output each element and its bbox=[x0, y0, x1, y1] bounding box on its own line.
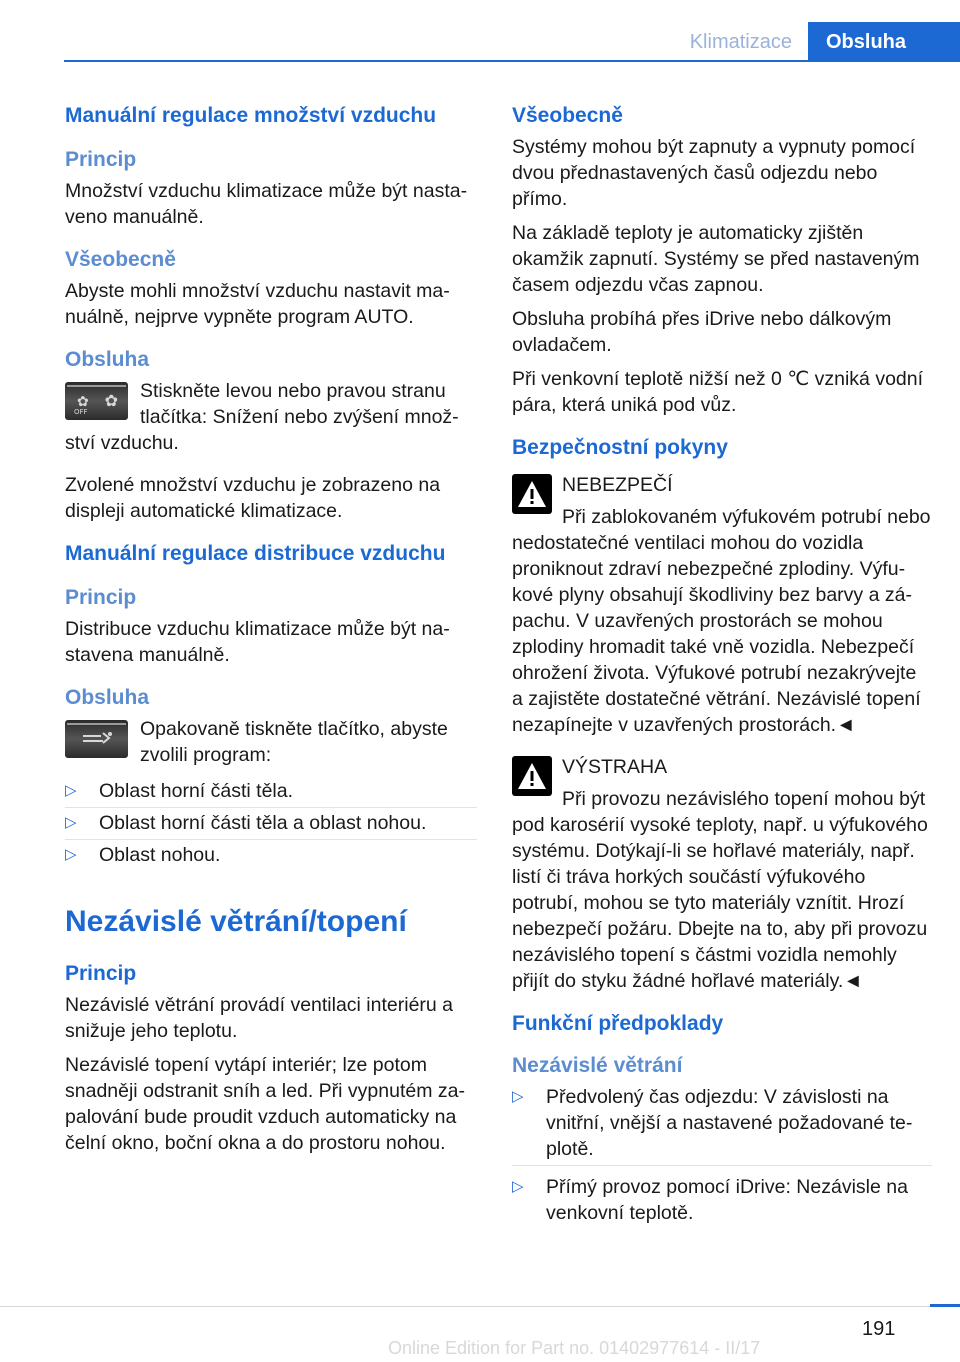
list-item: ▷ Oblast horní části těla a oblast nohou. bbox=[65, 810, 477, 836]
princip-2-text: Distribuce vzduchu klimatizace může být nastavena manuálně. bbox=[65, 618, 450, 666]
general-1-text: Abyste mohli množství vzduchu nastavit manuálně, nejprve vypněte program AUTO. bbox=[65, 280, 450, 328]
heading-general-2: Všeobecně bbox=[512, 104, 623, 127]
header-rule bbox=[64, 60, 960, 62]
heading-princip-2: Princip bbox=[65, 586, 137, 609]
header-tabs bbox=[674, 22, 960, 62]
princip-1-text: Množství vzduchu klimatizace může být nastaveno manuálně. bbox=[65, 180, 468, 228]
triangle-right-icon: ▷ bbox=[65, 846, 77, 863]
heading-op-1: Obsluha bbox=[65, 348, 150, 371]
triangle-right-icon: ▷ bbox=[65, 782, 77, 799]
heading-requirements: Funkční předpoklady bbox=[512, 1012, 724, 1035]
heading-princip-1: Princip bbox=[65, 148, 137, 171]
op-2-text: Opakovaně tiskněte tlačítko, abyste zvolili program: bbox=[140, 718, 448, 766]
warning-notice bbox=[512, 754, 932, 994]
general-p2: Na základě teploty je automaticky zjištěn okamžik zapnutí. Systémy se před nastaveným časem odjezdu včas zapnou. bbox=[512, 222, 920, 296]
left-column bbox=[65, 102, 477, 1164]
princip-3-text-2: Nezávislé topení vytápí interiér; lze potom snadněji odstranit sníh a led. Při vypnutém zapalování bude proudit vzduch automaticky na čelní okno, boční okna a do prostoru nohou. bbox=[65, 1054, 465, 1154]
footer-accent bbox=[930, 1304, 960, 1307]
danger-text: Při zablokovaném výfukovém potrubí nebo nedostatečné ventilaci mohou do vozidla proniknout zdraví nebezpečné zplodiny. Výfukové plyny obsahují škodliviny bez barvy a zápachu. V uzavřených prostorách se mohou zplodiny hromadit také vně vozidla. Nebezpečí ohrožení života. Výfukové potrubí nezakrývejte a zajistěte dostatečné větrání. Nezávislé topení nezapínejte v uzavřených prostorách.◄ bbox=[512, 506, 931, 736]
danger-label: NEBEZPEČÍ bbox=[562, 474, 673, 496]
list-item: ▷ Přímý provoz pomocí iDrive: Nezávisle na venkovní teplotě. bbox=[512, 1176, 908, 1224]
general-p4: Při venkovní teplotě nižší než 0 ℃ vzniká vodní pára, která uniká pod vůz. bbox=[512, 368, 924, 416]
heading-general-1: Všeobecně bbox=[65, 248, 176, 271]
triangle-right-icon: ▷ bbox=[65, 814, 77, 831]
heading-independent: Nezávislé větrání/topení bbox=[65, 905, 407, 938]
triangle-right-icon: ▷ bbox=[512, 1088, 524, 1105]
chapter-label: Obsluha bbox=[808, 22, 960, 62]
fan-speed-button-icon: ✿ OFF ✿ bbox=[65, 382, 128, 420]
general-p3: Obsluha probíhá přes iDrive nebo dálkovým ovladačem. bbox=[512, 308, 892, 356]
section-label: Klimatizace bbox=[689, 31, 792, 53]
heading-safety: Bezpečnostní pokyny bbox=[512, 436, 728, 459]
page-number: 191 bbox=[862, 1318, 896, 1340]
heading-air-amount: Manuální regulace množství vzduchu bbox=[65, 104, 437, 127]
op-1-note: Zvolené množství vzduchu je zobrazeno na displeji automatické klimatizace. bbox=[65, 474, 441, 522]
heading-princip-3: Princip bbox=[65, 962, 137, 985]
heading-ventilation: Nezávislé větrání bbox=[512, 1054, 683, 1077]
op-2-block bbox=[65, 716, 477, 768]
op-1-block bbox=[65, 378, 477, 456]
list-item: ▷ Oblast horní části těla. bbox=[65, 778, 477, 804]
list-item: ▷ Předvolený čas odjezdu: V závislosti na vnitřní, vnější a nastavené požadované teplotě. bbox=[512, 1084, 932, 1162]
general-p1: Systémy mohou být zapnuty a vypnuty pomocí dvou přednastavených časů odjezdu nebo přímo. bbox=[512, 136, 916, 210]
danger-notice bbox=[512, 472, 932, 738]
program-list bbox=[65, 778, 477, 868]
heading-distribution: Manuální regulace distribuce vzduchu bbox=[65, 542, 446, 565]
air-distribution-button-icon bbox=[65, 720, 128, 758]
edition-label: Online Edition for Part no. 01402977614 - II/17 bbox=[388, 1338, 761, 1358]
warning-triangle-icon bbox=[512, 474, 552, 514]
list-item: ▷ Oblast nohou. bbox=[65, 844, 221, 866]
triangle-right-icon: ▷ bbox=[512, 1178, 524, 1195]
warning-text: Při provozu nezávislého topení mohou být pod karosérií vysoké teploty, např. u výfukového systému. Dotýkají-li se hořlavé materiály, např. listí či tráva horkých součástí výfukového potrubí, mohou se tyto materiály vznítit. Hrozí nebezpečí požáru. Dbejte na to, aby při provozu nezávislého topení s částmi vozidla nemohly přijít do styku žádné hořlavé materiály.◄ bbox=[512, 788, 928, 992]
requirements-list bbox=[512, 1084, 932, 1226]
warning-triangle-icon bbox=[512, 756, 552, 796]
warning-label: VÝSTRAHA bbox=[562, 756, 668, 778]
princip-3-text-1: Nezávislé větrání provádí ventilaci interiéru a snižuje jeho teplotu. bbox=[65, 994, 454, 1042]
right-column bbox=[512, 102, 932, 1234]
footer-rule bbox=[0, 1306, 960, 1307]
heading-op-2: Obsluha bbox=[65, 686, 150, 709]
op-1-text: Stiskněte levou nebo pravou stranu tlačítka: Snížení nebo zvýšení množství vzduchu. bbox=[65, 380, 459, 454]
